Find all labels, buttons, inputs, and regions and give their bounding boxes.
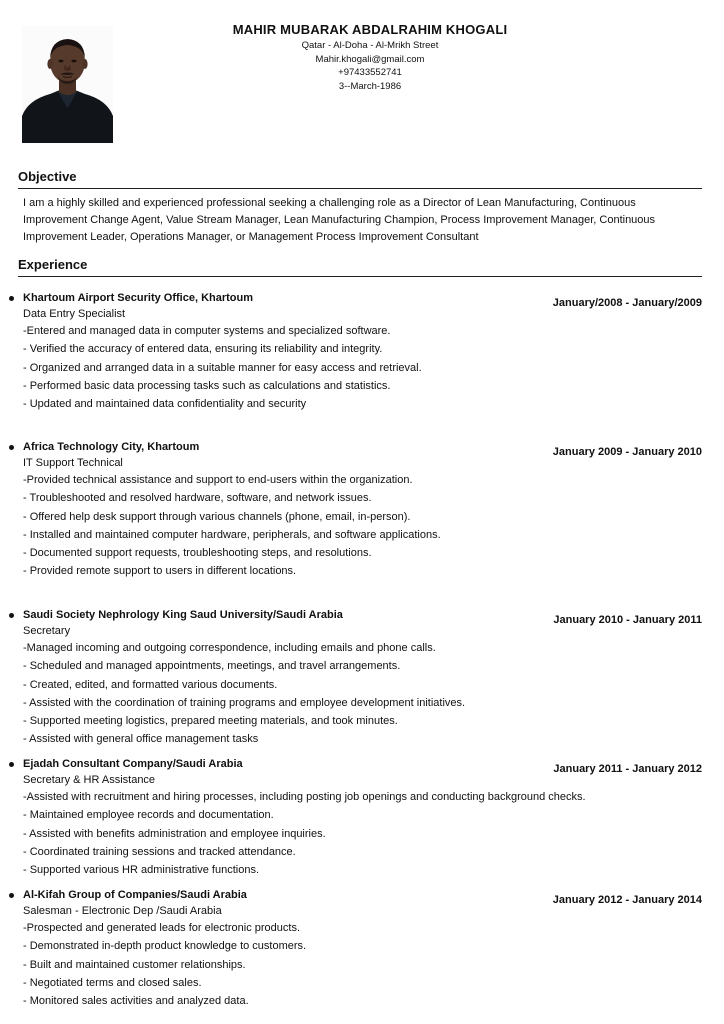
job-duty: -Entered and managed data in computer systems and specialized software. [23,325,391,337]
job-duties [9,471,702,581]
job-duty: -Managed incoming and outgoing correspondence, including emails and phone calls. [23,642,436,654]
job-role: Salesman - Electronic Dep /Saudi Arabia [23,905,222,917]
job-duty: - Documented support requests, troubleshooting steps, and resolutions. [23,547,372,560]
job-dates: January 2012 - January 2014 [552,894,702,906]
job-duty: - Offered help desk support through various channels (phone, email, in-person). [23,510,411,523]
job-role: Secretary [23,625,71,637]
job-company: Saudi Society Nephrology King Saud University/Saudi Arabia [23,609,343,621]
job-duty: - Organized and arranged data in a suitable manner for easy access and retrieval. [23,361,422,374]
job-entry [9,887,702,1010]
job-duties [9,919,702,1010]
candidate-name: MAHIR MUBARAK ABDALRAHIM KHOGALI [232,22,508,37]
job-duty: - Scheduled and managed appointments, meetings, and travel arrangements. [23,660,401,673]
bullet-icon [9,762,14,767]
job-duties [9,639,702,749]
job-duty: -Prospected and generated leads for electronic products. [23,922,300,934]
birthdate: 3--March-1986 [338,80,402,92]
bullet-icon [9,445,14,450]
job-dates: January 2011 - January 2012 [553,763,702,775]
job-duty: - Troubleshooted and resolved hardware, software, and network issues. [23,492,372,505]
job-entry [9,439,702,581]
person-portrait-image [22,26,113,143]
bullet-icon [9,296,14,301]
job-duties [9,788,702,879]
job-duty: - Maintained employee records and documentation. [23,809,274,822]
job-duty: - Verified the accuracy of entered data, ensuring its reliability and integrity. [23,343,383,356]
job-duty: - Demonstrated in-depth product knowledge to customers. [23,940,307,953]
job-duty: - Monitored sales activities and analyzed data. [23,995,249,1008]
job-duty: - Provided remote support to users in different locations. [23,565,297,578]
job-company: Africa Technology City, Khartoum [23,441,200,453]
job-dates: January 2010 - January 2011 [553,614,702,626]
job-duty: - Performed basic data processing tasks such as calculations and statistics. [23,379,391,392]
job-duty: - Created, edited, and formatted various documents. [23,678,278,691]
job-duties [9,322,702,413]
phone: +97433552741 [338,67,402,78]
job-role: Secretary & HR Assistance [23,774,156,786]
job-entry [9,607,702,749]
job-role: Data Entry Specialist [23,308,126,320]
objective-text: I am a highly skilled and experienced professional seeking a challenging role as a Director of Lean Manufacturing, Continuous Improvement Change Agent, Value Stream Manager, Lean Manufacturing Champion, Process Improvement Manager, Continuous Improvement Leader, Operations Manager, or Management Process Improvement Consultant [23,197,656,243]
job-company: Ejadah Consultant Company/Saudi Arabia [23,758,243,770]
bullet-icon [9,893,14,898]
job-duty: - Supported meeting logistics, prepared meeting materials, and took minutes. [23,715,398,728]
job-entry [9,290,702,413]
job-duty: - Assisted with the coordination of training programs and employee development initiatives. [23,696,466,709]
job-duty: -Provided technical assistance and support to end-users within the organization. [23,474,413,486]
job-duty: - Built and maintained customer relationships. [23,958,246,971]
job-dates: January/2008 - January/2009 [552,297,702,309]
job-company: Al-Kifah Group of Companies/Saudi Arabia [23,889,247,901]
job-duty: - Negotiated terms and closed sales. [23,976,202,989]
job-role: IT Support Technical [23,457,123,469]
job-duty: - Assisted with benefits administration and employee inquiries. [23,827,326,840]
job-dates: January 2009 - January 2010 [552,446,702,458]
job-duty: - Updated and maintained data confidentiality and security [23,398,307,411]
job-duty: - Coordinated training sessions and tracked attendance. [23,845,296,858]
bullet-icon [9,613,14,618]
profile-photo [22,26,113,143]
job-duty: - Supported various HR administrative functions. [23,864,259,877]
email[interactable]: Mahir.khogali@gmail.com [315,53,425,65]
job-duty: - Installed and maintained computer hardware, peripherals, and software applications. [23,528,441,541]
job-duty: -Assisted with recruitment and hiring processes, including posting job openings and conducting background checks. [23,791,586,803]
job-entry [9,756,702,879]
job-company: Khartoum Airport Security Office, Khartoum [23,292,254,304]
experience-heading: Experience [18,256,702,277]
objective-heading: Objective [18,168,702,189]
job-duty: - Assisted with general office management tasks [23,733,259,746]
resume-header [200,21,540,93]
address: Qatar - Al-Doha - Al-Mrikh Street [301,40,439,51]
